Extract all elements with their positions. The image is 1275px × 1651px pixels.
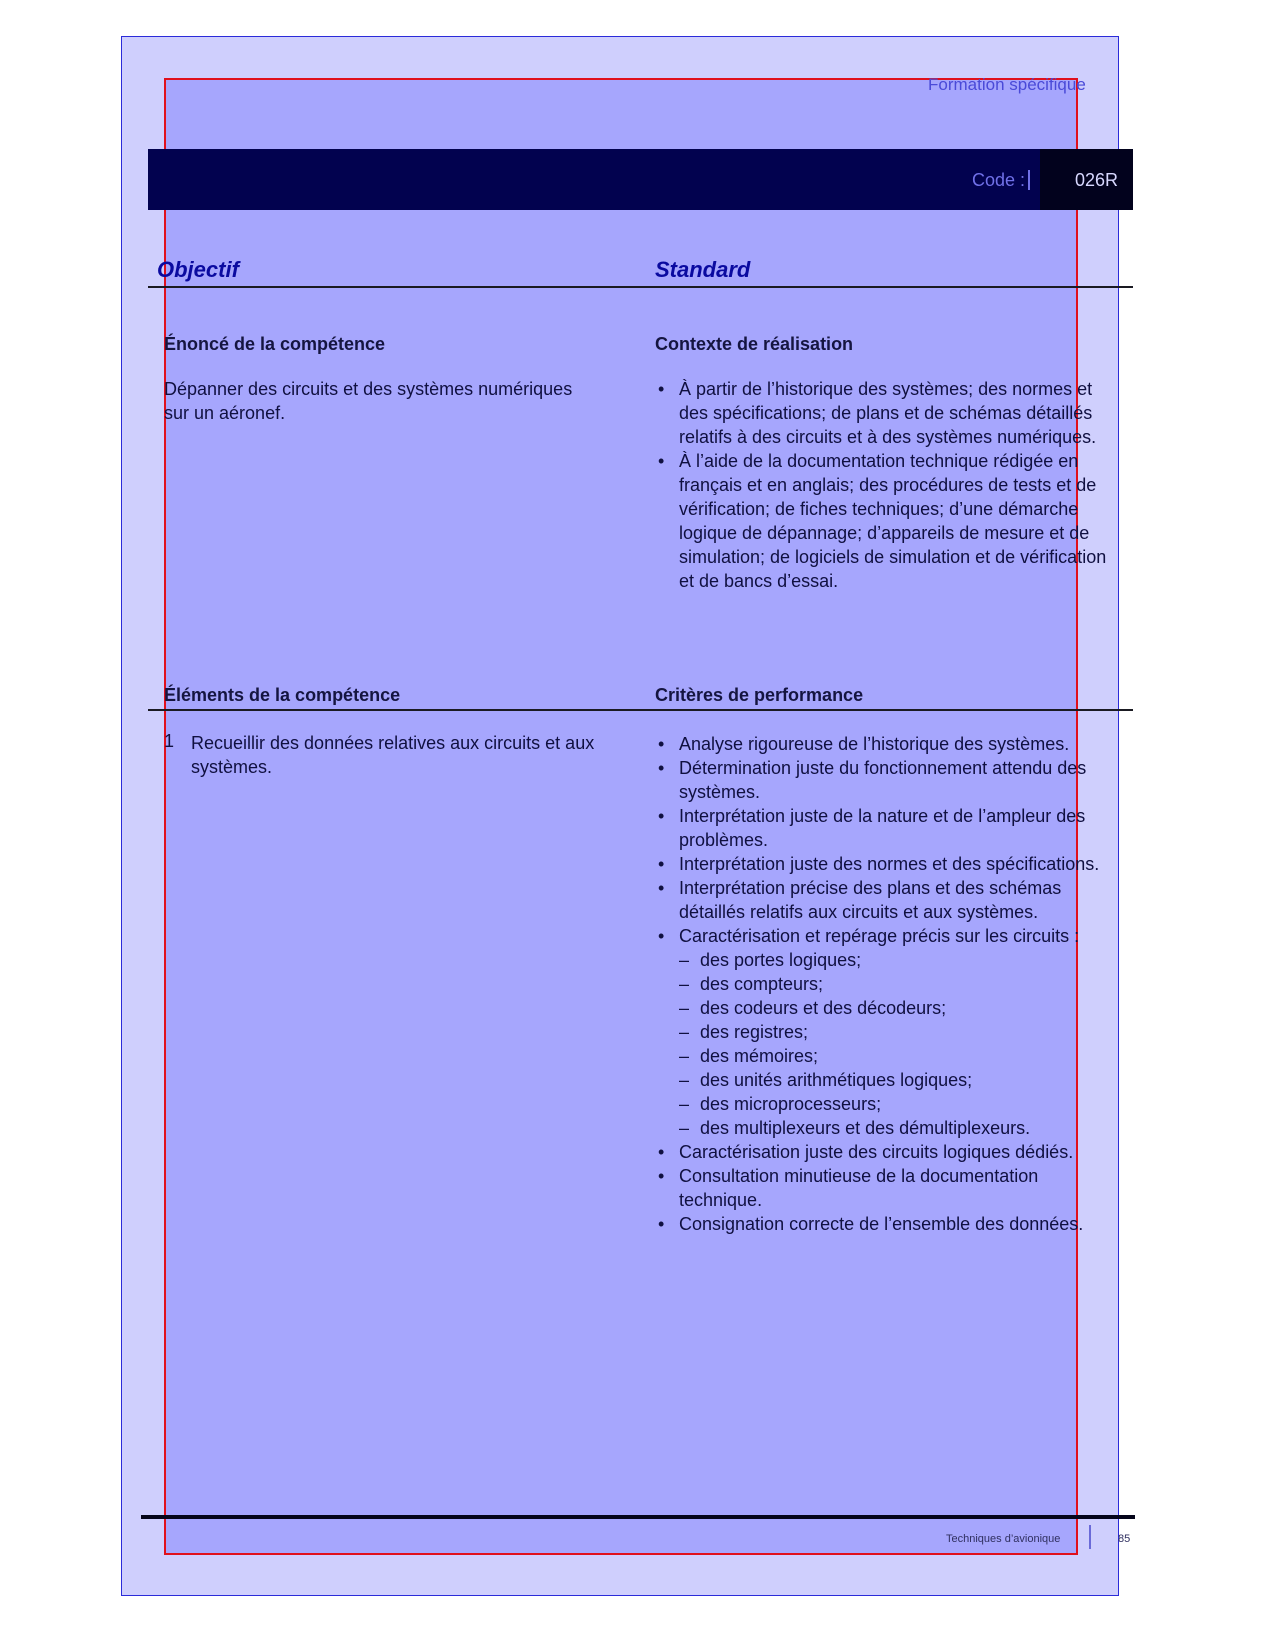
bullet-icon: •	[658, 926, 665, 946]
list-item: • Interprétation juste des normes et des spécifications.	[658, 854, 1100, 874]
footer-separator	[1089, 1525, 1091, 1549]
bullet-icon: •	[658, 806, 665, 826]
bullet-icon: •	[658, 379, 665, 399]
heading-standard: Standard	[655, 257, 751, 282]
list-item: • Détermination juste du fonctionnement attendu des systèmes.	[658, 758, 1087, 802]
list-item: • Interprétation précise des plans et des schémas détaillés relatifs aux circuits et aux systèmes.	[658, 878, 1062, 922]
element-text: Recueillir des données relatives aux circuits et aux systèmes.	[191, 733, 595, 777]
sub-item: – des microprocesseurs;	[679, 1094, 882, 1114]
dash-icon: –	[679, 974, 690, 994]
divider	[148, 286, 1133, 288]
sub-item: – des compteurs;	[679, 974, 824, 994]
code-label: Code :	[972, 170, 1026, 190]
bullet-icon: •	[658, 1214, 665, 1234]
enonce-title: Énoncé de la compétence	[164, 334, 386, 354]
bullet-icon: •	[658, 758, 665, 778]
bullet-icon: •	[658, 451, 665, 471]
elements-title: Éléments de la compétence	[164, 685, 401, 705]
bullet-icon: •	[658, 878, 665, 898]
dash-icon: –	[679, 1070, 690, 1090]
page-number: 85	[1118, 1533, 1131, 1545]
sub-item: – des registres;	[679, 1022, 809, 1042]
dash-icon: –	[679, 1094, 690, 1114]
heading-objectif: Objectif	[157, 257, 239, 282]
bullet-icon: •	[658, 1142, 665, 1162]
dash-icon: –	[679, 998, 690, 1018]
sub-list	[679, 948, 1115, 1140]
divider	[148, 709, 1133, 711]
dash-icon: –	[679, 1022, 690, 1042]
footer-text: Techniques d’avionique	[946, 1533, 1061, 1545]
enonce-text: Dépanner des circuits et des systèmes numériques sur un aéronef.	[164, 379, 573, 423]
dash-icon: –	[679, 950, 690, 970]
list-item: • À partir de l’historique des systèmes; des normes et des spécifications; de plans et de schémas détaillés relatifs à des circuits et à des systèmes numériques.	[658, 379, 1097, 447]
element-number: 1	[164, 731, 175, 751]
sub-item: – des codeurs et des décodeurs;	[679, 998, 947, 1018]
code-separator	[1028, 170, 1030, 190]
criteres-title: Critères de performance	[655, 685, 864, 705]
bullet-icon: •	[658, 854, 665, 874]
bullet-icon: •	[658, 734, 665, 754]
contexte-title: Contexte de réalisation	[655, 334, 854, 354]
code-value: 026R	[1075, 170, 1119, 190]
sub-item: – des unités arithmétiques logiques;	[679, 1070, 973, 1090]
sub-item: – des mémoires;	[679, 1046, 819, 1066]
list-item: • Caractérisation juste des circuits logiques dédiés.	[658, 1142, 1074, 1162]
list-item: • Consultation minutieuse de la documentation technique.	[658, 1166, 1039, 1210]
list-item: • Consignation correcte de l’ensemble des données.	[658, 1214, 1084, 1234]
dash-icon: –	[679, 1118, 690, 1138]
running-head: Formation spécifique	[928, 75, 1086, 94]
sub-item: – des multiplexeurs et des démultiplexeurs.	[679, 1118, 1031, 1138]
bullet-icon: •	[658, 1166, 665, 1186]
sub-item: – des portes logiques;	[679, 950, 862, 970]
list-item: • À l’aide de la documentation technique rédigée en français et en anglais; des procédures de tests et de vérification; de fiches techniques; d’une démarche logique de dépannage; d’appareils de mesure et de simulation; de logiciels de simulation et de vérification et de bancs d’essai.	[658, 451, 1107, 591]
dash-icon: –	[679, 1046, 690, 1066]
contexte-list	[655, 377, 1115, 593]
list-item: • Interprétation juste de la nature et de l’ampleur des problèmes.	[658, 806, 1086, 850]
list-item: • Analyse rigoureuse de l’historique des systèmes.	[658, 734, 1070, 754]
criteres-list	[655, 732, 1115, 1236]
list-item: • Caractérisation et repérage précis sur les circuits : – des portes logiques; – des compteurs; – des codeurs et des décodeurs; – des registres; – des mémoires; – des unités arithmétiques logiques; – des microprocesseurs; – des multiplexeurs et des démultiplexeurs.	[655, 924, 1115, 1140]
footer-rule	[141, 1515, 1135, 1519]
